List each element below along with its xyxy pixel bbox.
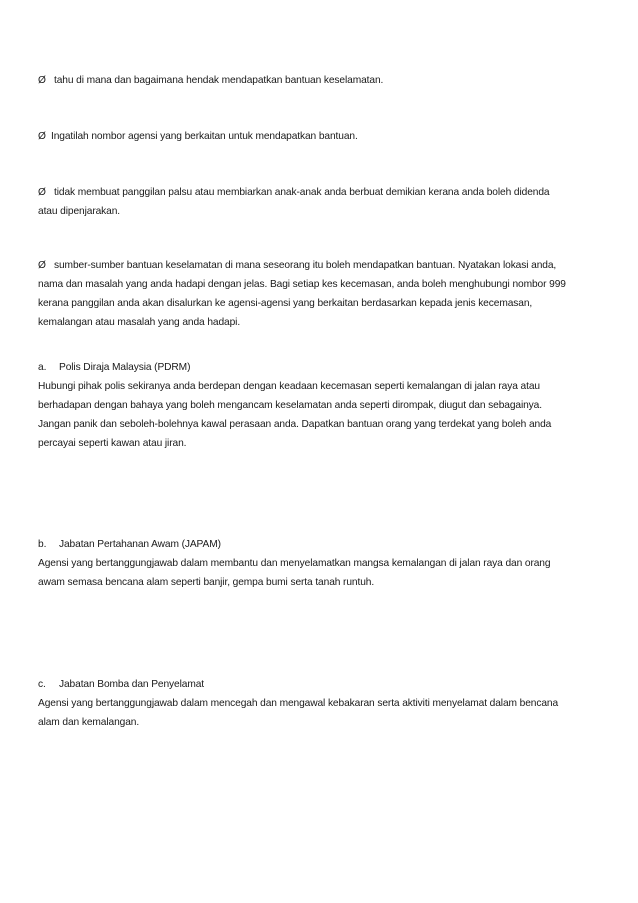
agency-heading [38, 675, 604, 694]
agency-marker: c. [38, 679, 46, 690]
bullet-text-continued: kemalangan atau masalah yang anda hadapi. [38, 317, 241, 328]
agency-description-line: Agensi yang bertanggungjawab dalam membantu dan menyelamatkan mangsa kemalangan di jalan raya dan orang [38, 558, 551, 569]
agency-section-pdrm [38, 358, 604, 453]
agency-title: Polis Diraja Malaysia (PDRM) [59, 362, 191, 373]
bullet-item [38, 127, 604, 146]
bullet-text: tidak membuat panggilan palsu atau membiarkan anak-anak anda berbuat demikian kerana anda boleh didenda [54, 187, 550, 198]
bullet-symbol: Ø [38, 187, 46, 198]
agency-section-japam [38, 535, 604, 592]
agency-description-line: Hubungi pihak polis sekiranya anda berdepan dengan keadaan kecemasan seperti kemalangan di jalan raya atau [38, 381, 540, 392]
agency-heading [38, 358, 604, 377]
bullet-item [38, 183, 604, 221]
bullet-text: sumber-sumber bantuan keselamatan di mana seseorang itu boleh mendapatkan bantuan. Nyatakan lokasi anda, [54, 260, 557, 271]
agency-title: Jabatan Pertahanan Awam (JAPAM) [59, 539, 221, 550]
bullet-text-continued: atau dipenjarakan. [38, 206, 121, 217]
agency-description-line: Agensi yang bertanggungjawab dalam mencegah dan mengawal kebakaran serta aktiviti menyelamat dalam bencana [38, 698, 559, 709]
agency-description-line: Jangan panik dan seboleh-bolehnya kawal perasaan anda. Dapatkan bantuan orang yang terdekat yang boleh anda [38, 419, 552, 430]
agency-heading [38, 535, 604, 554]
bullet-symbol: Ø [38, 260, 46, 271]
bullet-item [38, 71, 604, 90]
bullet-text-continued: nama dan masalah yang anda hadapi dengan jelas. Bagi setiap kes kecemasan, anda boleh menghubungi nombor 999 [38, 279, 566, 290]
bullet-symbol: Ø [38, 131, 46, 142]
agency-description-line: berhadapan dengan bahaya yang boleh mengancam keselamatan anda seperti dirompak, diugut dan sebagainya. [38, 400, 542, 411]
agency-marker: b. [38, 539, 47, 550]
bullet-item [38, 256, 604, 332]
bullet-text: Ingatilah nombor agensi yang berkaitan untuk mendapatkan bantuan. [51, 131, 358, 142]
agency-title: Jabatan Bomba dan Penyelamat [59, 679, 205, 690]
bullet-symbol: Ø [38, 75, 46, 86]
agency-description-line: awam semasa bencana alam seperti banjir, gempa bumi serta tanah runtuh. [38, 577, 375, 588]
bullet-text: tahu di mana dan bagaimana hendak mendapatkan bantuan keselamatan. [54, 75, 384, 86]
agency-description-line: alam dan kemalangan. [38, 717, 140, 728]
bullet-text-continued: kerana panggilan anda akan disalurkan ke agensi-agensi yang berkaitan berdasarkan kepada jenis kecemasan, [38, 298, 533, 309]
agency-section-bomba [38, 675, 604, 732]
agency-marker: a. [38, 362, 47, 373]
agency-description-line: percayai seperti kawan atau jiran. [38, 438, 187, 449]
